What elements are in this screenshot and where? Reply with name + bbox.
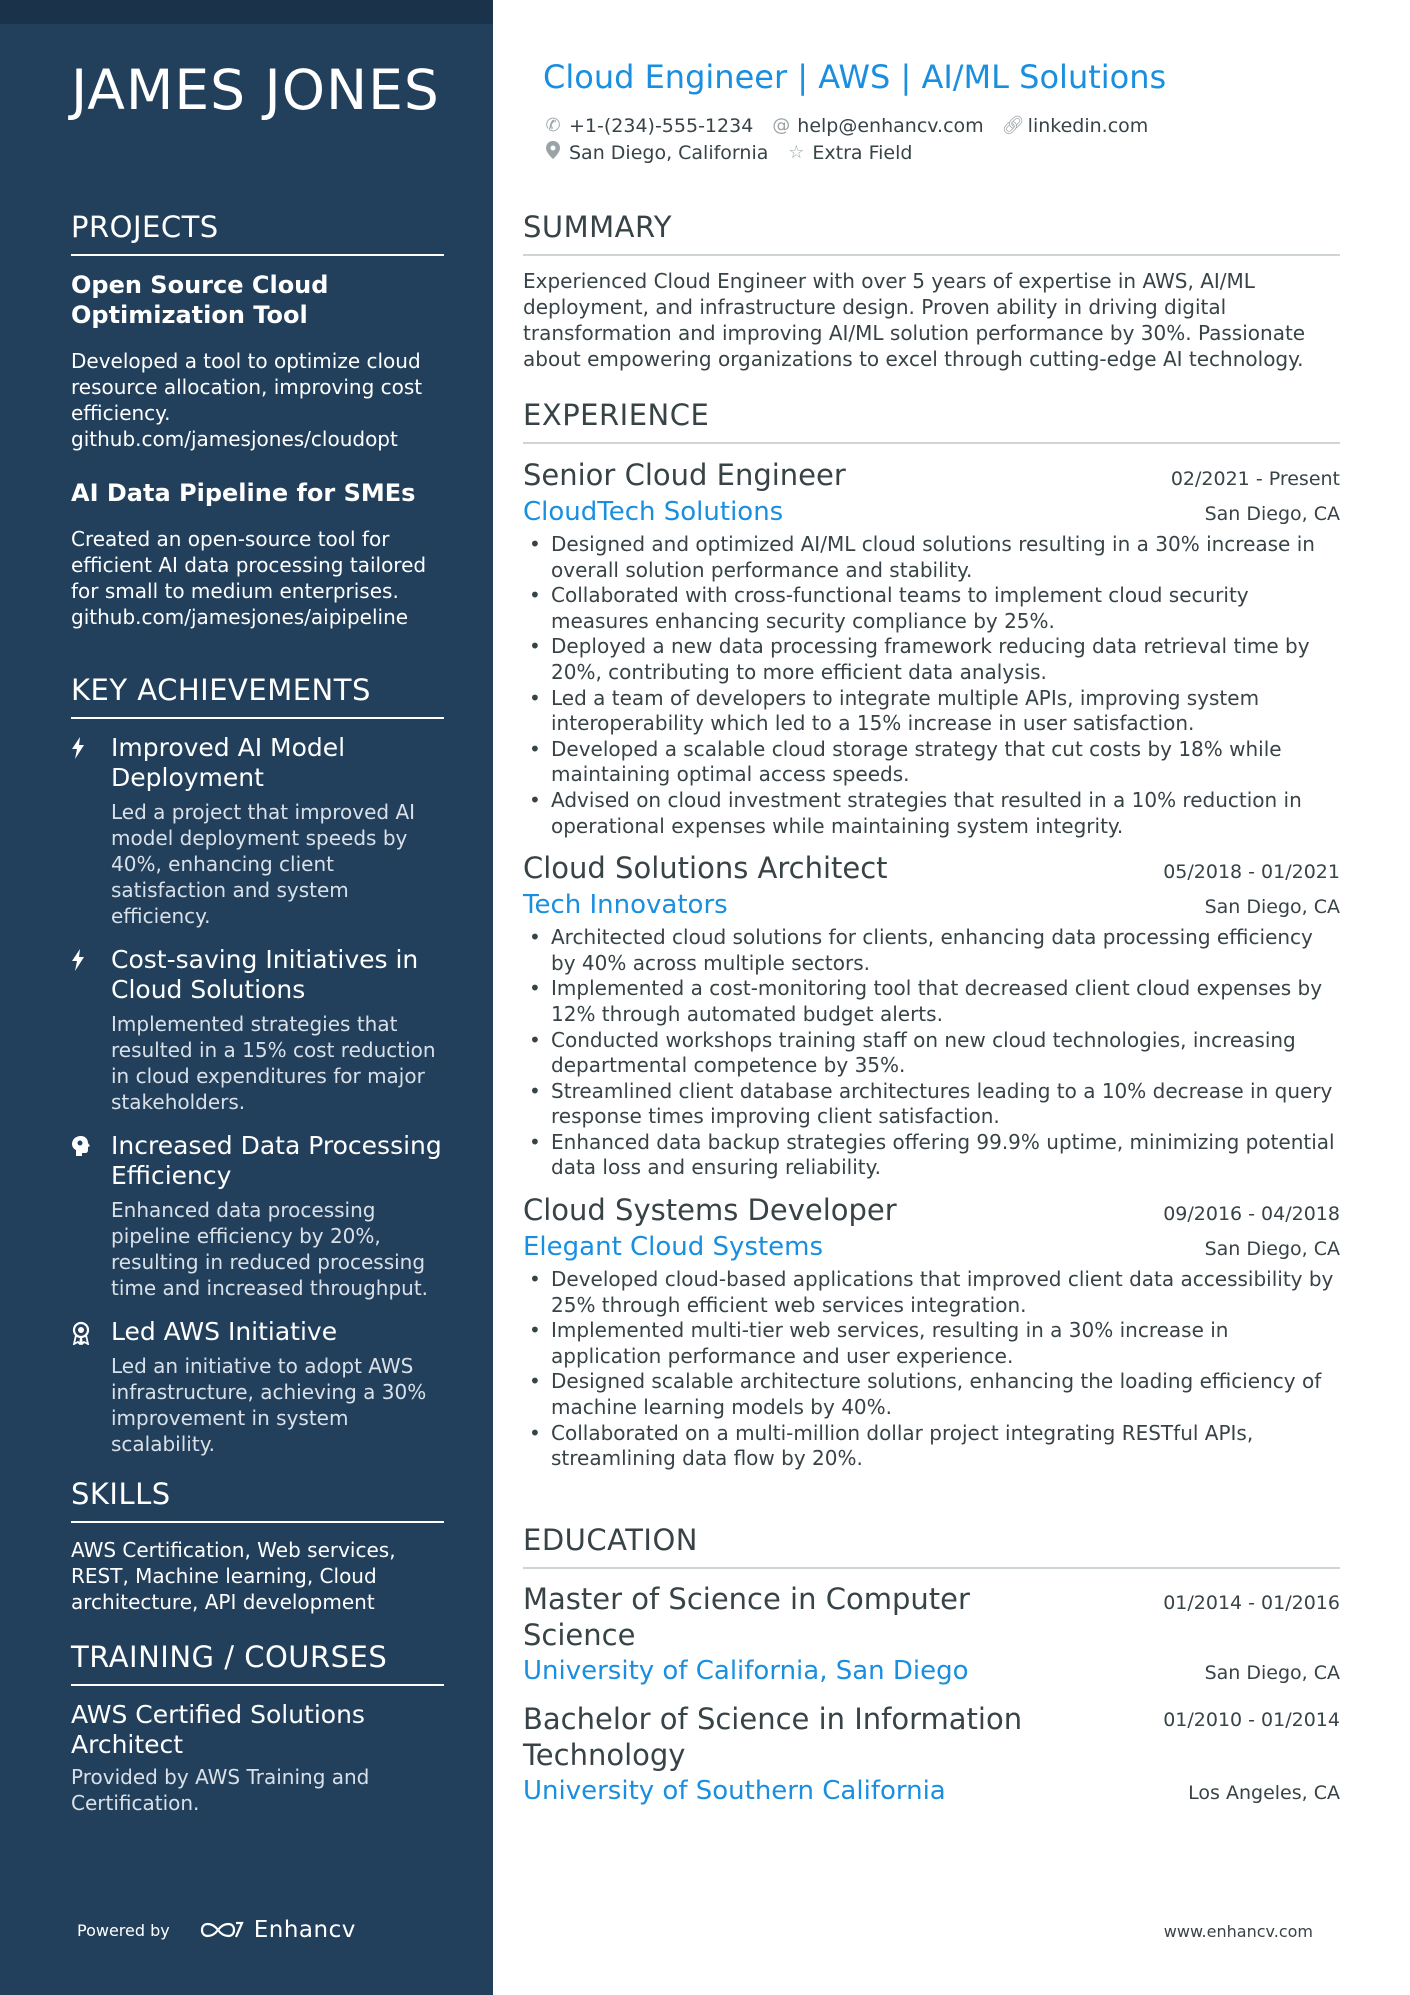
powered-by-label: Powered by — [77, 1920, 170, 1940]
experience-section — [523, 398, 1340, 1482]
company-name: Elegant Cloud Systems — [523, 1232, 824, 1263]
job-entry — [523, 456, 1340, 839]
degree: Bachelor of Science in Information Technology — [523, 1702, 1023, 1772]
training-heading: TRAINING / COURSES — [71, 1640, 444, 1686]
summary-heading: SUMMARY — [523, 210, 1340, 256]
school-name: University of California, San Diego — [523, 1656, 969, 1686]
achievement-description: Led an initiative to adopt AWS infrastructure, achieving a 30% improvement in system scalability. — [111, 1354, 427, 1456]
bullet-item: • Collaborated on a multi-million dollar project integrating RESTful APIs, streamlining data flow by 20%. — [523, 1421, 1340, 1472]
powered-by — [77, 1917, 356, 1943]
bullet-item: • Enhanced data backup strategies offering 99.9% uptime, minimizing potential data loss and ensuring reliability. — [523, 1130, 1340, 1181]
star-icon: ☆ — [788, 142, 805, 163]
achievement-title: Improved AI Model Deployment — [111, 733, 346, 792]
project-description: Developed a tool to optimize cloud resource allocation, improving cost efficiency. github.com/jamesjones/cloudopt — [71, 349, 423, 451]
bullet-item: • Deployed a new data processing framework reducing data retrieval time by 20%, contributing to more efficient data analysis. — [523, 634, 1340, 685]
job-dates: 09/2016 - 04/2018 — [1163, 1203, 1340, 1226]
bullet-item: • Conducted workshops training staff on new cloud technologies, increasing departmental competence by 35%. — [523, 1028, 1340, 1079]
sidebar-top-bar — [0, 0, 493, 24]
job-dates: 02/2021 - Present — [1170, 468, 1340, 490]
phone-icon: ✆ — [545, 115, 561, 136]
company-name: CloudTech Solutions — [523, 497, 784, 527]
bullet-item: • Collaborated with cross-functional teams to implement cloud security measures enhancing security compliance by 25%. — [523, 583, 1340, 634]
extra-field-text: Extra Field — [812, 141, 913, 164]
job-bullets — [523, 925, 1340, 1181]
education-heading: EDUCATION — [523, 1523, 1340, 1569]
job-dates: 05/2018 - 01/2021 — [1163, 861, 1340, 884]
infinity-logo-icon — [198, 1918, 244, 1942]
project-title: AI Data Pipeline for SMEs — [71, 479, 416, 507]
achievement-item — [71, 945, 444, 1115]
experience-heading: EXPERIENCE — [523, 398, 1340, 444]
job-title: Cloud Solutions Architect — [523, 851, 888, 886]
headline: Cloud Engineer | AWS | AI/ML Solutions — [543, 58, 1167, 96]
summary-text: Experienced Cloud Engineer with over 5 years of expertise in AWS, AI/ML deployment, and infrastructure design. Proven ability in driving digital transformation and improving AI/ML solution performance by 30%. Passionate about empowering organizations to excel through cutting-edge AI technology. — [523, 269, 1306, 371]
sidebar — [0, 0, 493, 1995]
email-contact[interactable] — [771, 115, 983, 137]
enhancv-logo[interactable] — [198, 1917, 356, 1943]
achievement-description: Enhanced data processing pipeline efficiency by 20%, resulting in reduced processing time and increased throughput. — [111, 1198, 429, 1300]
bullet-item: • Designed scalable architecture solutions, enhancing the loading efficiency of machine learning models by 40%. — [523, 1369, 1340, 1420]
job-entry — [523, 849, 1340, 1181]
location-text: San Diego, California — [569, 141, 769, 164]
job-bullets — [523, 1267, 1340, 1472]
bullet-item: • Developed cloud-based applications that improved client data accessibility by 25% through efficient web services integration. — [523, 1267, 1340, 1318]
education-entry — [523, 1581, 1340, 1689]
achievement-title: Cost-saving Initiatives in Cloud Solutions — [111, 945, 419, 1004]
achievement-title: Led AWS Initiative — [111, 1317, 338, 1346]
email-text: help@enhancv.com — [797, 114, 984, 137]
project-description: Created an open-source tool for efficient AI data processing tailored for small to medium enterprises. github.com/jamesjones/aipipeline — [71, 527, 427, 629]
phone-contact[interactable] — [543, 115, 753, 137]
bullet-item: • Architected cloud solutions for clients, enhancing data processing efficiency by 40% across multiple sectors. — [523, 925, 1340, 976]
projects-heading: PROJECTS — [71, 210, 444, 256]
location-pin-icon — [543, 141, 563, 164]
bullet-item: • Advised on cloud investment strategies that resulted in a 10% reduction in operational expenses while maintaining system integrity. — [523, 788, 1340, 839]
bullet-item: • Implemented multi-tier web services, resulting in a 30% increase in application performance and user experience. — [523, 1318, 1340, 1369]
school-location: San Diego, CA — [1204, 1662, 1340, 1684]
company-name: Tech Innovators — [523, 890, 728, 921]
brain-icon — [71, 1131, 111, 1301]
achievement-title: Increased Data Processing Efficiency — [111, 1131, 442, 1190]
summary-section — [523, 210, 1340, 372]
link-text: linkedin.com — [1027, 114, 1149, 137]
training-section — [71, 1640, 444, 1816]
candidate-name: JAMES JONES — [71, 58, 440, 122]
link-icon: 🔗︎ — [1001, 115, 1025, 136]
skills-list: AWS Certification, Web services, REST, Machine learning, Cloud architecture, API development — [71, 1538, 396, 1614]
link-contact[interactable] — [1002, 115, 1149, 137]
skills-section — [71, 1477, 444, 1615]
achievement-description: Implemented strategies that resulted in a 15% cost reduction in cloud expenditures for major stakeholders. — [111, 1012, 436, 1114]
job-title: Senior Cloud Engineer — [523, 458, 846, 492]
phone-text: +1-(234)-555-1234 — [569, 114, 754, 137]
school-location: Los Angeles, CA — [1188, 1782, 1340, 1804]
projects-section — [71, 210, 444, 656]
achievement-item — [71, 733, 444, 929]
education-entry — [523, 1701, 1340, 1809]
bolt-icon — [71, 733, 111, 929]
job-location: San Diego, CA — [1204, 896, 1340, 919]
bullet-item: • Led a team of developers to integrate multiple APIs, improving system interoperability which led to a 15% increase in user satisfaction. — [523, 686, 1340, 737]
education-section — [523, 1523, 1340, 1821]
bullet-item: • Developed a scalable cloud storage strategy that cut costs by 18% while maintaining optimal access speeds. — [523, 737, 1340, 788]
degree: Master of Science in Computer Science — [523, 1582, 970, 1652]
bullet-item: • Designed and optimized AI/ML cloud solutions resulting in a 30% increase in overall solution performance and stability. — [523, 532, 1340, 583]
achievement-description: Led a project that improved AI model deployment speeds by 40%, enhancing client satisfaction and system efficiency. — [111, 800, 416, 928]
education-dates: 01/2014 - 01/2016 — [1163, 1592, 1340, 1614]
location-contact — [543, 141, 768, 164]
course-description: Provided by AWS Training and Certification. — [71, 1765, 370, 1815]
achievements-section — [71, 673, 444, 1473]
achievements-heading: KEY ACHIEVEMENTS — [71, 673, 444, 719]
project-title: Open Source Cloud Optimization Tool — [71, 271, 329, 329]
education-dates: 01/2010 - 01/2014 — [1163, 1709, 1340, 1731]
achievement-item — [71, 1317, 444, 1457]
extra-field — [786, 142, 912, 164]
job-bullets — [523, 532, 1340, 839]
at-icon: @ — [772, 115, 791, 136]
contact-info — [543, 112, 1166, 166]
award-icon — [71, 1317, 111, 1457]
job-location: San Diego, CA — [1204, 1238, 1340, 1261]
job-entry — [523, 1191, 1340, 1472]
bullet-item: • Implemented a cost-monitoring tool that decreased client cloud expenses by 12% through automated budget alerts. — [523, 976, 1340, 1027]
footer-website-link[interactable]: www.enhancv.com — [1163, 1922, 1313, 1941]
bullet-item: • Streamlined client database architectures leading to a 10% decrease in query response times improving client satisfaction. — [523, 1079, 1340, 1130]
course-title: AWS Certified Solutions Architect — [71, 1700, 365, 1759]
job-location: San Diego, CA — [1204, 503, 1340, 525]
bolt-icon — [71, 945, 111, 1115]
skills-heading: SKILLS — [71, 1477, 444, 1523]
achievement-item — [71, 1131, 444, 1301]
job-title: Cloud Systems Developer — [523, 1193, 897, 1228]
brand-name: Enhancv — [253, 1917, 356, 1943]
school-name: University of Southern California — [523, 1776, 946, 1806]
